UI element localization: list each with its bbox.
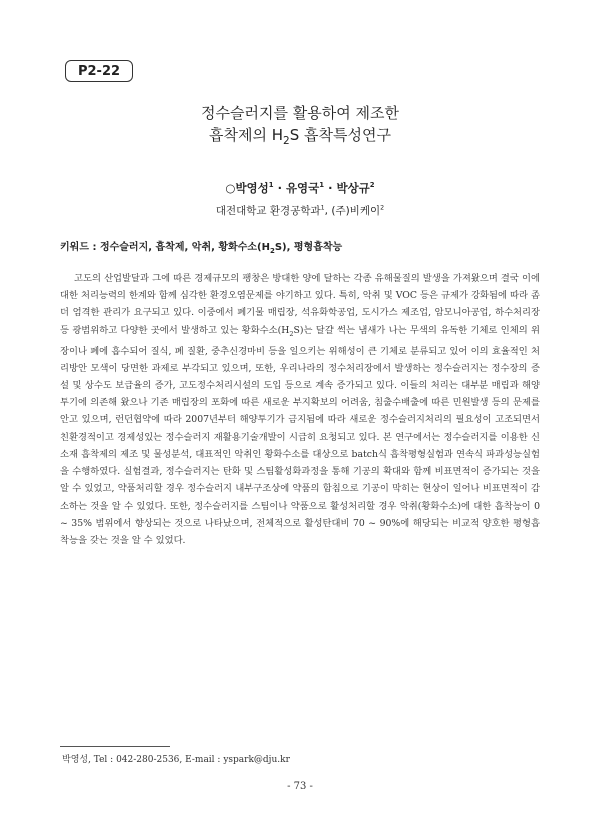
author-2-affil: 1 bbox=[319, 181, 325, 190]
footnote-divider bbox=[60, 746, 170, 747]
affiliation-2-mark: 2 bbox=[380, 204, 385, 212]
keywords-subscript: 2 bbox=[269, 247, 275, 255]
author-1-affil: 1 bbox=[268, 181, 274, 190]
abstract-part-2: S)는 달걀 썩는 냄새가 나는 무색의 유독한 기체로 인체의 위장이나 폐에 흡수되어 질식, 폐 질환, 중추신경마비 등을 일으키는 위해성이 큰 기체로 분류되고 있어 이의 효율적인 처리방안 모색이 당면한 과제로 부각되고 있으며, 또한, 우리나라의 정수처리장에서 발생하는 정수슬러지는 정수장의 증설 및 상수도 보급율의 증가, 고도정수처리시설의 도입 등으로 계속 증가되고 있다. 이들의 처리는 대부분 매립과 해양투기에 의존해 왔으나 기존 매립장의 포화에 따른 새로운 부지확보의 어려움, 침출수배출에 따른 민원발생 등의 문제를 안고 있으며, 런던협약에 따라 2007년부터 해양투기가 금지됨에 따라 새로운 정수슬러지처리의 필요성이 고조되면서 친환경적이고 경제성있는 정수슬러지 재활용기술개발이 시급히 요청되고 있다. 본 연구에서는 정수슬러지를 이용한 신소재 흡착제의 제조 및 물성분석, 대표적인 악취인 황화수소를 대상으로 batch식 흡착평형실험과 연속식 파과성능실험을 수행하였다. 실험결과, 정수슬러지는 탄화 및 스팀활성화과정을 통해 기공의 확대와 함께 비표면적이 증가되는 것을 알 수 있었고, 약품처리할 경우 정수슬러지 내부구조상에 약품의 함침으로 기공이 막히는 현상이 일어나 비표면적이 감소하는 것을 알 수 있었다. 또한, 정수슬러지를 스팀이나 약품으로 활성처리할 경우 악취(황화수소)에 대한 흡착능이 0 ~ 35% 범위에서 향상되는 것으로 나타났으며, 전체적으로 활성탄대비 70 ~ 90%에 해당되는 비교적 양호한 평형흡착능을 갖는 것을 알 수 있었다. bbox=[60, 324, 540, 546]
author-separator: · bbox=[273, 181, 286, 195]
author-separator: · bbox=[324, 181, 337, 195]
author-1: 박영성 bbox=[235, 181, 269, 195]
author-3: 박상규 bbox=[336, 181, 370, 195]
author-2: 유영국 bbox=[285, 181, 320, 195]
affiliation-separator: , bbox=[324, 205, 332, 217]
title-line-1: 정수슬러지를 활용하여 제조한 bbox=[201, 104, 399, 122]
keywords bbox=[60, 238, 540, 255]
affiliation-1-mark: 1 bbox=[320, 204, 325, 212]
title-line-2-pre: 흡착제의 H bbox=[209, 126, 284, 144]
affiliation-1: 대전대학교 환경공학과 bbox=[215, 205, 321, 217]
affiliations bbox=[0, 203, 600, 218]
footnote-contact: 박영성, Tel : 042-280-2536, E-mail : yspark@dju.kr bbox=[62, 755, 290, 765]
page-number: - 73 - bbox=[287, 781, 313, 792]
title-line-2-post: S 흡착특성연구 bbox=[289, 126, 391, 144]
abstract-part-1: 고도의 산업발달과 그에 따른 경제규모의 팽창은 방대한 양에 달하는 각종 유해물질의 발생을 가져왔으며 결국 이에 대한 처리능력의 한계와 함께 심각한 환경오염문제를 야기하고 있다. 특히, 악취 및 VOC 등은 규제가 강화됨에 따라 좀 더 엄격한 관리가 요구되고 있다. 이중에서 폐기물 매립장, 석유화학공업, 도시가스 제조업, 암모니아공업, 하수처리장 등 광범위하고 다양한 곳에서 발생하고 있는 황화수소(H bbox=[60, 273, 540, 336]
author-list bbox=[0, 180, 600, 196]
poster-id-badge: P2-22 bbox=[65, 60, 133, 82]
title-line-2 bbox=[0, 124, 600, 147]
affiliation-2: (주)비케이 bbox=[331, 205, 381, 217]
keywords-post: S), 평형흡착능 bbox=[274, 242, 343, 253]
title-subscript: 2 bbox=[283, 135, 290, 147]
abstract-body bbox=[60, 270, 540, 549]
presenter-mark: ○ bbox=[225, 181, 236, 195]
author-3-affil: 2 bbox=[369, 181, 375, 190]
abstract-subscript: 2 bbox=[289, 329, 294, 338]
keywords-pre: 키워드 : 정수슬러지, 흡착제, 악취, 황화수소(H bbox=[60, 242, 270, 253]
